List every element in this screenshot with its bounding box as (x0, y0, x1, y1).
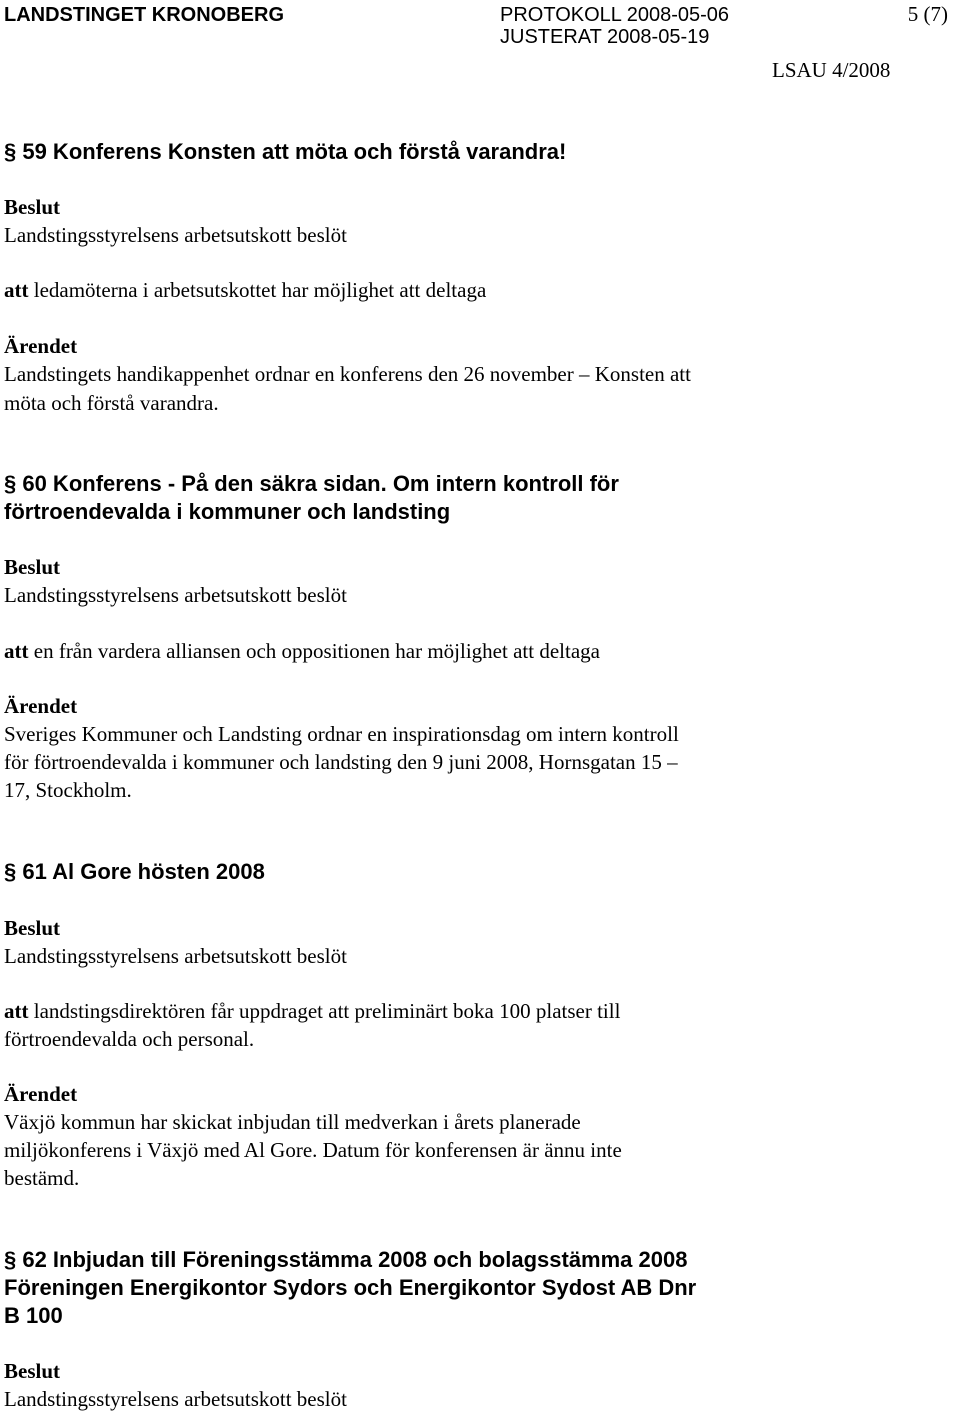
section-61-arendet-label: Ärendet (4, 1082, 78, 1106)
section-60-arendet-line-2: för förtroendevalda i kommuner och landsting den 9 juni 2008, Hornsgatan 15 – (4, 750, 678, 774)
section-60-arendet-label: Ärendet (4, 694, 78, 718)
section-59-title: § 59 Konferens Konsten att möta och förstå varandra! (4, 139, 567, 164)
section-62-beslut-text: Landstingsstyrelsens arbetsutskott beslöt (4, 1387, 347, 1411)
protokoll-date: PROTOKOLL 2008-05-06 (500, 4, 730, 26)
section-60-arendet-line-1: Sveriges Kommuner och Landsting ordnar en inspirationsdag om intern kontroll (4, 722, 679, 746)
section-59-arendet-line-2: möta och förstå varandra. (4, 391, 219, 415)
section-60-beslut-text: Landstingsstyrelsens arbetsutskott beslöt (4, 583, 347, 607)
section-60-att: att en från vardera alliansen och oppositionen har möjlighet att deltaga (4, 639, 600, 663)
page-number: 5 (7) (907, 2, 948, 26)
justerat-date: JUSTERAT 2008-05-19 (500, 26, 710, 48)
org-name: LANDSTINGET KRONOBERG (4, 4, 284, 26)
section-61-att-line-2: förtroendevalda och personal. (4, 1027, 255, 1051)
section-61-title: § 61 Al Gore hösten 2008 (4, 859, 265, 884)
section-60-beslut-label: Beslut (4, 555, 61, 579)
section-61-att: att landstingsdirektören får uppdraget att preliminärt boka 100 platser till (4, 999, 621, 1023)
section-59-arendet-label: Ärendet (4, 334, 78, 358)
section-60-title: § 60 Konferens - På den säkra sidan. Om intern kontroll för förtroendevalda i kommuner och landsting (4, 471, 619, 524)
section-61-beslut-label: Beslut (4, 916, 61, 940)
section-62-title: § 62 Inbjudan till Föreningsstämma 2008 och bolagsstämma 2008 Föreningen Energikontor Sydors och Energikontor Sydost AB Dnr B 100 (4, 1247, 697, 1328)
section-61-arendet-line-3: bestämd. (4, 1166, 80, 1190)
section-59-beslut-label: Beslut (4, 195, 61, 219)
section-62-beslut-label: Beslut (4, 1359, 61, 1383)
document-reference: LSAU 4/2008 (772, 58, 891, 82)
section-61-beslut-text: Landstingsstyrelsens arbetsutskott beslöt (4, 944, 347, 968)
section-59-beslut-text: Landstingsstyrelsens arbetsutskott beslöt (4, 223, 347, 247)
section-61-arendet-line-2: miljökonferens i Växjö med Al Gore. Datum för konferensen är ännu inte (4, 1138, 622, 1162)
section-61-arendet-line-1: Växjö kommun har skickat inbjudan till medverkan i årets planerade (4, 1110, 581, 1134)
section-60-arendet-line-3: 17, Stockholm. (4, 778, 132, 802)
section-59-arendet-line-1: Landstingets handikappenhet ordnar en konferens den 26 november – Konsten att (4, 362, 691, 386)
section-59-att: att ledamöterna i arbetsutskottet har möjlighet att deltaga (4, 278, 487, 302)
